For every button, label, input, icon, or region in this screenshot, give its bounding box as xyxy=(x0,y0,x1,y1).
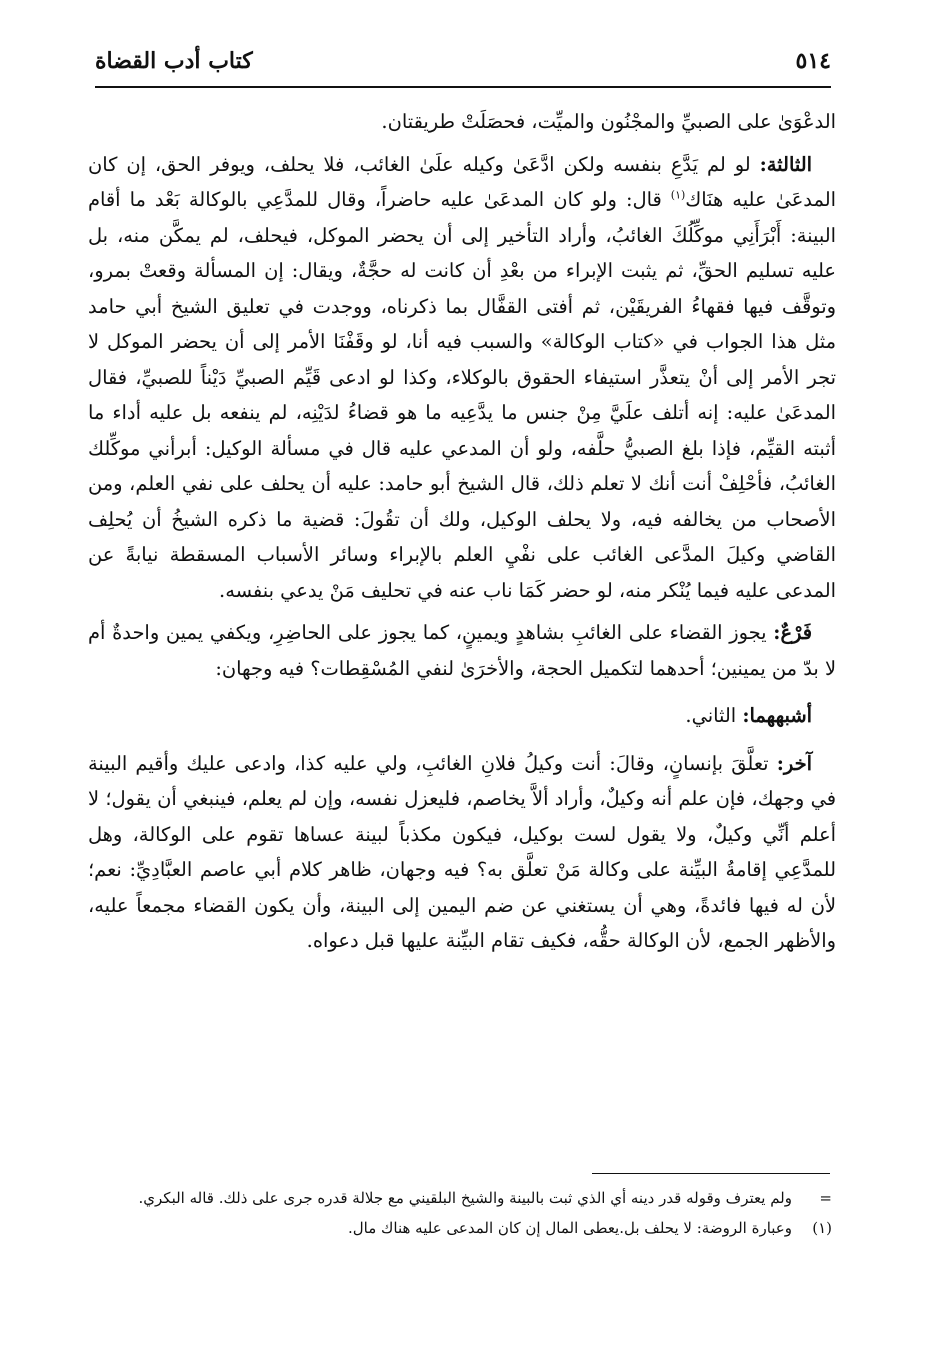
page-number: ٥١٤ xyxy=(795,48,831,74)
main-text xyxy=(88,104,836,959)
footnote xyxy=(92,1215,832,1241)
paragraph: أشبههما: الثاني. xyxy=(685,704,812,727)
section-heading: آخر: xyxy=(776,751,812,775)
paragraph: آخر: تعلَّقَ بإنسانٍ، وقالَ: أنت وكيلُ فلانِ الغائبِ، ولي عليه كذا، وادعى عليك وأقيم البينة في وجهك، فإن علم أنه وكيلٌ، وأراد ألاَّ يخاصم، فليعزل نفسه، وإن لم يعلم، فينبغي أن يقول؛ لا أعلم أنِّي وكيلٌ، ولا يقول لست بوكيل، فيكون مكذباً لبينة عساها تقوم على الوكالة، وهل للمدَّعِي إقامةُ البيِّنة على وكالة مَنْ تعلَّق به؟ فيه وجهان، ظاهر كلام أبي عاصم العبَّادِيِّ: نعم؛ لأن له فيها فائدةً، وهي أن يستغني عن ضم اليمين إلى البينة، وأن يكون القضاء مجمعاً عليه، والأظهر الجمع، لأن الوكالة حقُّه، فكيف تقام البيِّنة عليها قبل دعواه. xyxy=(88,751,836,952)
section-heading: فَرْعٌ: xyxy=(773,621,812,644)
footnote-ref: (١) xyxy=(670,188,686,202)
section-heading: أشبههما: xyxy=(742,704,812,727)
paragraph: فَرْعٌ: يجوز القضاء على الغائبِ بشاهدٍ ويمينٍ، كما يجوز على الحاضِرِ، ويكفي يمين واحدةٌ أم لا بدّ من يمينين؛ أحدهما لتكميل الحجة، والأخرَىٰ لنفي المُسْقِطات؟ فيه وجهان: xyxy=(88,621,836,680)
paragraph: الثالثة: لو لم يَدَّعِ بنفسه ولكن ادَّعَىٰ وكيله علَىٰ الغائب، فلا يحلف، ويوفر الحق، إن كان المدعَىٰ عليه هنَاك$^{(١)}$ قال: ولو كان المدعَىٰ عليه حاضراً، وقال للمدَّعِي بالوكالة بَعْد ما أقام البينة: أَبْرَأَنِي موكِّلُكَ الغائبُ، وأراد التأخير إلى أن يحضر الموكل، فيحلف، لم يمكَّن منه، بل عليه تسليم الحقِّ، ثم يثبت الإبراء من بعْدِ أن كانت له حجَّةٌ، ويقال: إن المسألة وقعتْ بمرو، وتوقَّف فيها فقهاءُ الفريقَيْن، ثم أفتى القفَّال بما ذكرناه، ووجدت في تعليق الشيخ أبي حامد مثل هذا الجواب في «كتاب الوكالة» والسبب فيه أنا، لو وقَفْنَا الأمر إلى أن يحضر الموكل لا تجر الأمر إلى أنْ يتعذَّر استيفاء الحقوق بالوكلاء، وكذا لو ادعى قَيِّم الصبيِّ دَيْناً للصبيِّ، فقال المدعَىٰ عليه: إنه أتلف علَيَّ مِنْ جنس ما يدَّعِيه ما هو قضاءُ لدَيْنِه، لم ينفعه بل عليه أداء ما أثبته القيِّم، فإذا بلغ الصبيُّ حلَّفه، ولو أن المدعي عليه قال في مسألة الوكيل: أبرأني موكِّلك الغائبُ، فأحْلِفْ أنت أنك لا تعلم ذلك، قال الشيخ أبو حامد: عليه أن يحلف على نفي العلم، ومن الأصحاب من يخالفه فيه، ولا يحلف الوكيل، ولك أن تقُولَ: قضية ما ذكره الشيخُ أن يُحلِف القاضي وكيلَ المدَّعى الغائب على نفْيِ العلم بالإبراء وسائر الأسباب المسقطة نيابةً عن المدعى عليه فيما يُنْكر منه، لو حضر كَمَا ناب عنه في تحليف مَنْ يدعي بنفسه. xyxy=(88,152,836,602)
running-title: كتاب أدب القضاة xyxy=(95,48,253,74)
page-header xyxy=(95,44,831,82)
footnote-mark: (١) xyxy=(812,1219,832,1237)
footnote xyxy=(92,1185,832,1211)
footnotes xyxy=(92,1185,832,1245)
paragraph: الدعْوَىٰ على الصبيِّ والمجْنُون والميِّت، فحصَلَتْ طريقتان. xyxy=(381,110,836,133)
footnote-text: وعبارة الروضة: لا يحلف بل.يعطى المال إن كان المدعى عليه هناك مال. xyxy=(347,1219,792,1237)
header-divider xyxy=(95,86,831,88)
footnote-divider xyxy=(592,1173,830,1174)
footnote-mark: = xyxy=(819,1189,832,1207)
section-heading: الثالثة: xyxy=(759,152,812,176)
footnote-text: ولم يعترف وقوله قدر دينه أي الذي ثبت بالبينة والشيخ البلقيني مع جلالة قدره جرى على ذلك. قاله البكري. xyxy=(138,1189,792,1207)
